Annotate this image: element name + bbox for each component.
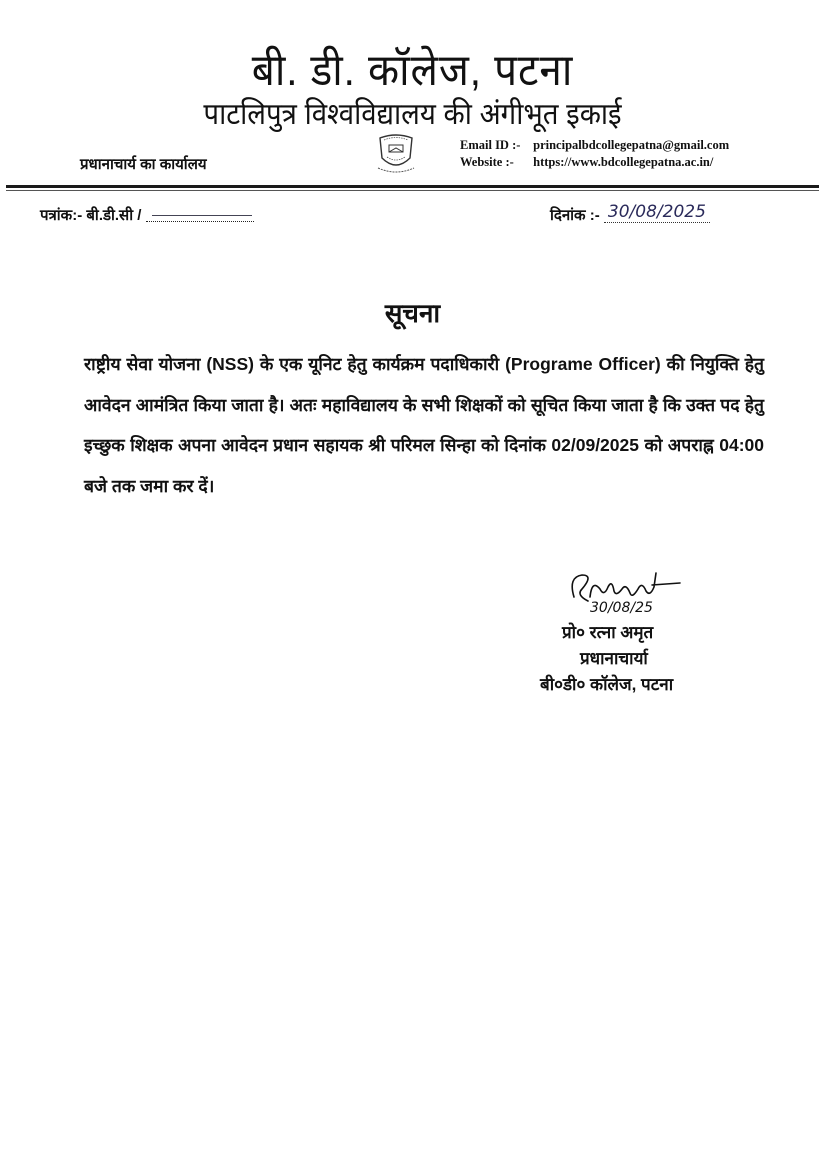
reference-label: पत्रांक:- बी.डी.सी / [40,207,142,224]
reference-number-blank [146,221,254,222]
header-divider-thin [6,190,819,191]
website-link[interactable]: https://www.bdcollegepatna.ac.in/ [533,155,714,169]
date-line [550,202,710,225]
date-value: 30/08/2025 [604,202,710,223]
university-affiliation: पाटलिपुत्र विश्वविद्यालय की अंगीभूत इकाई [203,98,622,131]
signatory-designation: प्रधानाचार्या [580,649,648,668]
office-label: प्रधानाचार्य का कार्यालय [80,156,207,173]
website-row [460,154,729,171]
signatory-block [540,620,673,698]
signatory-name: प्रो० रत्ना अमृत [562,623,654,642]
header-divider-thick [6,185,819,188]
email-address[interactable]: principalbdcollegepatna@gmail.com [533,138,730,152]
contact-block [460,137,729,171]
email-row [460,137,729,154]
notice-body: राष्ट्रीय सेवा योजना (NSS) के एक यूनिट हेतु कार्यक्रम पदाधिकारी (Programe Officer) की नियुक्ति हेतु आवेदन आमंत्रित किया जाता है। अतः महाविद्यालय के सभी शिक्षकों को सूचित किया जाता है कि उक्त पद हेतु इच्छुक शिक्षक अपना आवेदन प्रधान सहायक श्री परिमल सिन्हा को दिनांक 02/09/2025 को अपराह्न 04:00 बजे तक जमा कर दें। [84,354,764,496]
signature-date: 30/08/25 [590,600,653,616]
reference-number [40,205,254,225]
college-name: बी. डी. कॉलेज, पटना [251,46,574,95]
signatory-institution: बी०डी० कॉलेज, पटना [540,675,674,694]
email-label: Email ID :- [460,138,521,152]
notice-heading: सूचना [384,298,441,328]
date-label: दिनांक :- [550,207,600,224]
website-label: Website :- [460,155,514,169]
college-emblem-icon [372,130,420,178]
